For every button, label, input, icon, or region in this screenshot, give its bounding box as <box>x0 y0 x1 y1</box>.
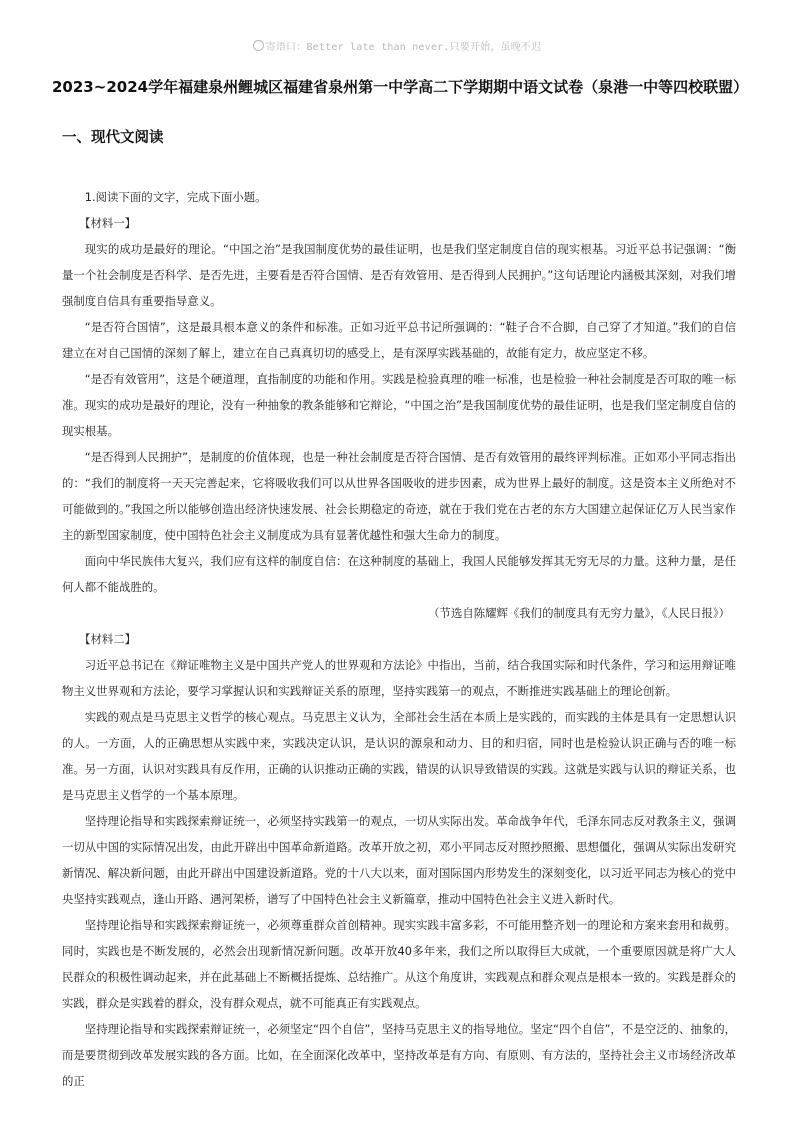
material-one-paragraph: 现实的成功是最好的理论。“中国之治”是我国制度优势的最佳证明，也是我们坚定制度自信的现实根基。习近平总书记强调：“衡量一个社会制度是否科学、是否先进，主要看是否符合国情、是否有效管用、是否得到人民拥护。”这句话理论内涵极其深刻，对我们增强制度自信具有重要指导意义。 <box>62 242 736 308</box>
question-intro: 1.阅读下面的文字，完成下面小题。 <box>84 190 267 204</box>
watermark-text: 寄语口：Better late than never.只要开始，虽晚不迟 <box>265 42 542 53</box>
material-two-paragraph: 习近平总书记在《辩证唯物主义是中国共产党人的世界观和方法论》中指出，当前，结合我国实际和时代条件，学习和运用辩证唯物主义世界观和方法论，要学习掌握认识和实践辩证关系的原理，坚持实践第一的观点，不断推进实践基础上的理论创新。 <box>62 658 736 698</box>
material-two-paragraph: 坚持理论指导和实践探索辩证统一，必须尊重群众首创精神。现实实践丰富多彩，不可能用整齐划一的理论和方案来套用和裁剪。同时，实践也是不断发展的，必然会出现新情况新问题。改革开放40多年来，我们之所以取得巨大成就，一个重要原因就是将广大人民群众的积极性调动起来，并在此基础上不断概括提炼、总结推广。从这个角度讲，实践观点和群众观点是根本一致的。实践是群众的实践，群众是实践着的群众，没有群众观点，就不可能真正有实践观点。 <box>62 918 736 1010</box>
material-one-paragraph: 面向中华民族伟大复兴，我们应有这样的制度自信：在这种制度的基础上，我国人民能够发挥其无穷无尽的力量。这种力量，是任何人都不能战胜的。 <box>62 554 736 594</box>
material-two-paragraph: 坚持理论指导和实践探索辩证统一，必须坚定“四个自信”，坚持马克思主义的指导地位。坚定“四个自信”，不是空泛的、抽象的，而是要贯彻到改革发展实践的各方面。比如，在全面深化改革中，坚持改革是有方向、有原则、有方法的，坚持社会主义市场经济改革的正 <box>62 1022 736 1088</box>
watermark <box>0 38 794 53</box>
reading-passage <box>62 184 736 1094</box>
smile-icon <box>253 40 264 51</box>
material-one-paragraph: “是否符合国情”，这是最具根本意义的条件和标准。正如习近平总书记所强调的：“鞋子合不合脚，自己穿了才知道。”我们的自信建立在对自己国情的深刻了解上，建立在自己真真切切的感受上，是有深厚实践基础的，故能有定力，故应坚定不移。 <box>62 320 736 360</box>
document-title: 2023~2024学年福建泉州鲤城区福建省泉州第一中学高二下学期期中语文试卷（泉港一中等四校联盟） <box>52 78 749 96</box>
material-one-label: 【材料一】 <box>79 216 137 230</box>
material-two-paragraph: 坚持理论指导和实践探索辩证统一，必须坚持实践第一的观点，一切从实际出发。革命战争年代，毛泽东同志反对教条主义，强调一切从中国的实际情况出发，由此开辟出中国革命新道路。改革开放之初，邓小平同志反对照抄照搬、思想僵化，强调从实际出发研究新情况、解决新问题，由此开辟出中国建设新道路。党的十八大以来，面对国际国内形势发生的深刻变化，以习近平同志为核心的党中央坚持实践观点，逢山开路、遇河架桥，谱写了中国特色社会主义新篇章，推动中国特色社会主义进入新时代。 <box>62 814 736 906</box>
material-one-paragraph: “是否得到人民拥护”，是制度的价值体现，也是一种社会制度是否符合国情、是否有效管用的最终评判标准。正如邓小平同志指出的：“我们的制度将一天天完善起来，它将吸收我们可以从世界各国吸收的进步因素，成为世界上最好的制度。这是资本主义所绝对不可能做到的。”我国之所以能够创造出经济快速发展、社会长期稳定的奇迹，就在于我们党在古老的东方大国建立起保证亿万人民当家作主的新型国家制度，使中国特色社会主义制度成为具有显著优越性和强大生命力的制度。 <box>62 450 736 542</box>
material-two-label: 【材料二】 <box>79 632 137 646</box>
material-one-paragraph: “是否有效管用”，这是个硬道理，直指制度的功能和作用。实践是检验真理的唯一标准，也是检验一种社会制度是否可取的唯一标准。现实的成功是最好的理论，没有一种抽象的教条能够和它辩论，“中国之治”是我国制度优势的最佳证明，也是我们坚定制度自信的现实根基。 <box>62 372 736 438</box>
material-two-paragraph: 实践的观点是马克思主义哲学的核心观点。马克思主义认为，全部社会生活在本质上是实践的，而实践的主体是具有一定思想认识的人。一方面，人的正确思想从实践中来，实践决定认识，是认识的源泉和动力、目的和归宿，同时也是检验认识正确与否的唯一标准。另一方面，认识对实践具有反作用，正确的认识推动正确的实践，错误的认识导致错误的实践。这就是实践与认识的辩证关系，也是马克思主义哲学的一个基本原理。 <box>62 710 736 802</box>
material-one-source: （节选自陈耀辉《我们的制度具有无穷力量》，《人民日报》） <box>428 606 730 620</box>
section-heading: 一、现代文阅读 <box>62 130 164 146</box>
